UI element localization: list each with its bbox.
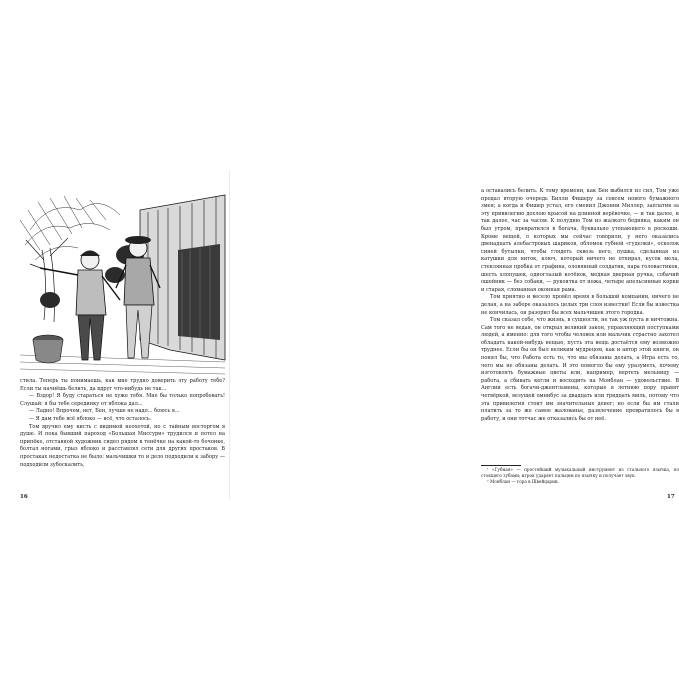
page-number: 16 <box>20 494 28 500</box>
left-page-text <box>20 378 225 469</box>
right-page <box>230 0 679 690</box>
footnote: ¹ «Губная» — простейший музыкальный инструмент из стального язычка, по стоящего зубами; игрок ударяет пальцем по язычку и получает звук. <box>481 467 679 478</box>
paragraph: — Я дам тебе всё яблоко — всё, что осталось. <box>29 415 152 422</box>
right-page-text <box>481 188 679 423</box>
paragraph: Том приятно и весело провёл время в большой компании, ничего не делая, а на заборе оказалось целых три слоя известки! Если бы известка не кончилась, он разорил бы всех мальчишек этого городка. <box>481 294 679 316</box>
footnote: ² Монблан — гора в Швейцарии. <box>487 478 560 484</box>
paragraph: — Вздор! Я буду стараться не хуже тебя. Мне бы только попробовать! Слушай: я бы тебе серединку от яблока дал... <box>20 393 225 407</box>
paragraph: Том сказал себе, что жизнь, в сущности, не так уж пуста и ничтожна. Сам того не ведая, он открыл великий закон, управляющий поступками людей, а именно: для того чтобы человек или мальчик страстно захотел обладать какой-нибудь вещью, пусть эта вещь достаётся ему возможно труднее. Если бы он был великим мудрецом, как и автор этой книги, он понял бы, что Работа есть то, что мы обязаны делать, а Игра есть то, чего мы не обязаны делать. И это помогло бы ему уразуметь, почему изготовлять бумажные цветы или, например, вертеть мельницу — работа, а сбивать кегли и восходить на Монблан — удовольствие. В Англии есть богачи-джентльмены, которые в летнюю пору правят четвёркой, везущей омнибус за двадцать или тридцать миль, потому что эта привилегия стоит им значительных денег; но если бы им стали платить за то же самое жалованье, развлечение превратилось бы в работу, и они тотчас же отказались бы от неё. <box>481 317 679 422</box>
paragraph: стила. Теперь ты понимаешь, как мне трудно доверить эту работу тебе? Если ты начнёшь белить, да вдруг что-нибудь не так... <box>20 378 225 392</box>
page-number: 17 <box>667 494 675 500</box>
paragraph: Том вручил ему кисть с видимой неохотой, но с тайным восторгом в душе. И пока бывший пароход «Большая Миссури» трудился и потел на припёке, отставной художник сидел рядом в тенёчке на какой-то бочонке, болтал ногами, грыз яблоко и расставлял сети для других простаков. В простаках недостатка не было: мальчишки то и дело подходили к забору — подходили зубоскалить, <box>20 423 225 468</box>
left-page <box>0 0 230 690</box>
paragraph: — Ладно! Впрочем, нет, Бен, лучше не надо... боюсь я... <box>29 408 180 415</box>
footnotes <box>481 467 679 484</box>
footnote-rule <box>481 465 521 466</box>
illustration-boys-fence <box>20 190 225 380</box>
paragraph: а оставались белить. К тому времени, как Бен выбился из сил, Том уже продал вторую очередь Билли Фишеру за совсем нового бумажного змея; а когда и Фишер устал, его сменил Джонни Миллер, заплатив за эту привилегию дохлою крысой на длинной верёвочке, — и так далее, и так далее, час за часом. К полудню Том из жалкого бедняка, каким он был утром, превратился в богача, буквально утопающего в роскоши. Кроме вещей, о которых мы сейчас говорили, у него оказались двенадцать алебастровых шариков, обломок губной «гуделки», осколок синей бутылки, чтобы глядеть сквозь него, пушка, сделанная из катушки для ниток, ключ, который ничего не отпирал, кусок мела, стеклянная пробка от графина, оловянный солдатик, пара головастиков, шесть хлопушек, одноглазый котёнок, медная дверная ручка, собачий ошейник — без собаки, — рукоятка от ножа, четыре апельсинные корки и старая, сломанная оконная рама. <box>481 188 679 293</box>
